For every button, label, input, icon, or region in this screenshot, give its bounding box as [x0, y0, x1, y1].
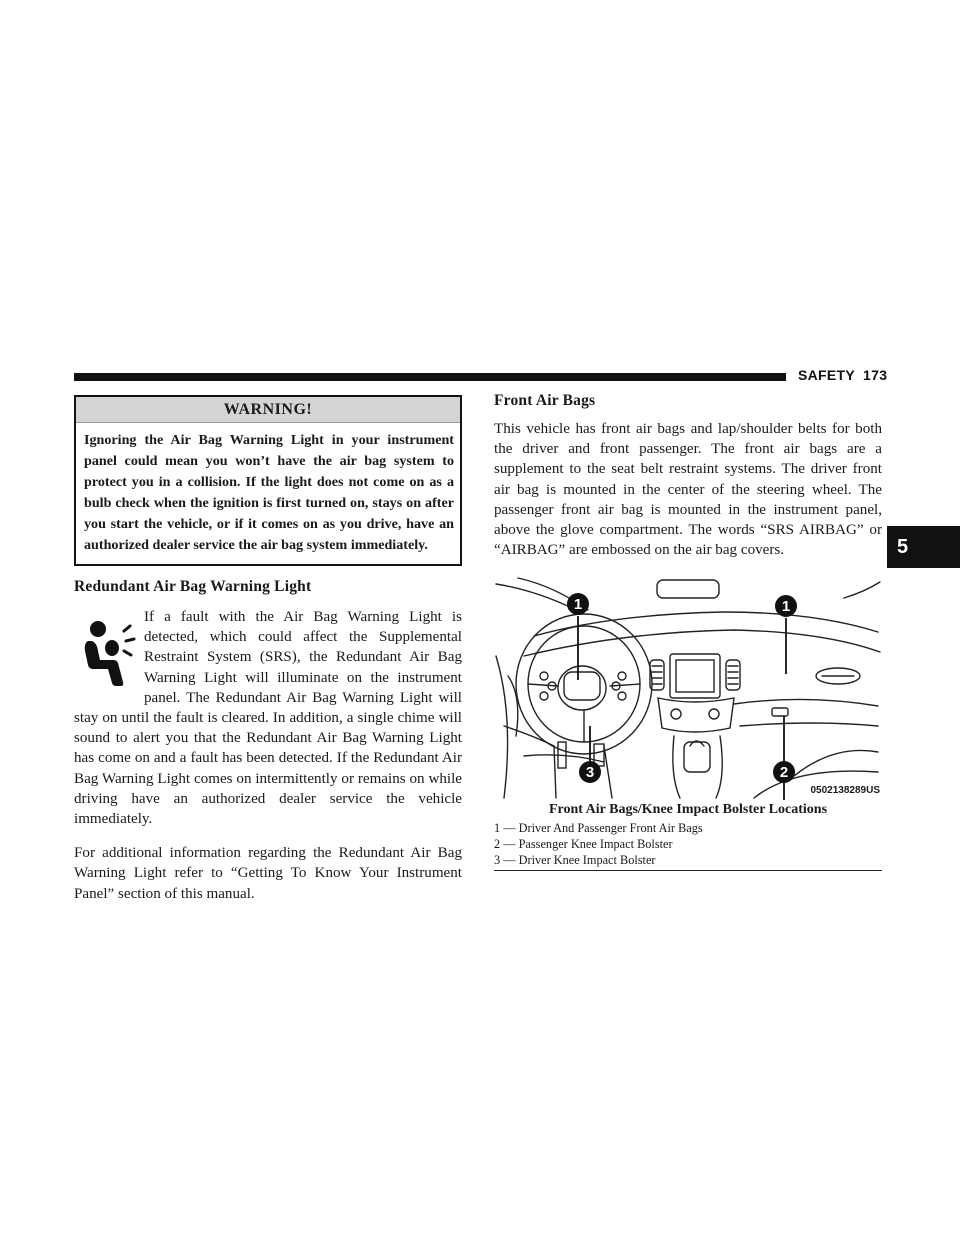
figure-legend [494, 820, 882, 871]
legend-item: 3 — Driver Knee Impact Bolster [494, 853, 656, 868]
dashboard-illustration [494, 576, 882, 800]
legend-item: 1 — Driver And Passenger Front Air Bags [494, 821, 703, 836]
dashboard-drawing [494, 576, 882, 800]
front-airbags-paragraph: This vehicle has front air bags and lap/shoulder belts for both the driver and front passenger. The front air bags are a supplement to the seat belt restraint systems. The driver front air bag is mounted in the center of the steering wheel. The passenger front air bag is mounted in the instrument panel, above the glove compartment. The words “SRS AIRBAG” or “AIRBAG” are embossed on the air bag covers. [494, 421, 882, 559]
warning-text: Ignoring the Air Bag Warning Light in your instrument panel could mean you won’t have the air bag system to protect you in a collision. If the light does not come on as a bulb check when the ignition is first turned on, stays on after you start the vehicle, or if it comes on as you drive, have an authorized dealer service the air bag system immediately. [84, 432, 454, 553]
legend-item: 2 — Passenger Knee Impact Bolster [494, 837, 673, 852]
redundant-heading: Redundant Air Bag Warning Light [74, 578, 312, 595]
airbag-warning-icon [74, 617, 144, 689]
callout-1-passenger: 1 [781, 598, 791, 616]
left-column [74, 395, 462, 904]
section-title: SAFETY [798, 367, 856, 383]
warning-box [74, 395, 462, 566]
figure-code: 0502138289US [810, 785, 880, 797]
warning-title: WARNING! [76, 397, 460, 423]
header-rule [74, 373, 786, 381]
running-header [798, 367, 888, 383]
right-column [494, 392, 882, 871]
callout-3: 3 [585, 764, 595, 782]
front-airbags-heading: Front Air Bags [494, 392, 596, 409]
redundant-paragraph-2: For additional information regarding the Redundant Air Bag Warning Light refer to “Getting To Know Your Instrument Panel” section of this manual. [74, 845, 462, 902]
figure-caption: Front Air Bags/Knee Impact Bolster Locations [548, 802, 828, 818]
chapter-tab: 5 [887, 526, 960, 568]
callout-2: 2 [779, 764, 789, 782]
redundant-para-1-wrapper [74, 607, 462, 829]
callout-1-driver: 1 [573, 596, 583, 614]
redundant-paragraph-1: If a fault with the Air Bag Warning Light is detected, which could affect the Supplemental Restraint System (SRS), the Redundant Air Bag Warning Light will illuminate on the instrument panel. The Redundant Air Bag Warning Light will stay on until the fault is cleared. In addition, a single chime will sound to alert you that the Redundant Air Bag Warning Light has come on and a fault has been detected. If the Redundant Air Bag Warning Light comes on intermittently or remains on while driving have an authorized dealer service the vehicle immediately. [74, 609, 462, 828]
page-number: 173 [863, 367, 888, 383]
